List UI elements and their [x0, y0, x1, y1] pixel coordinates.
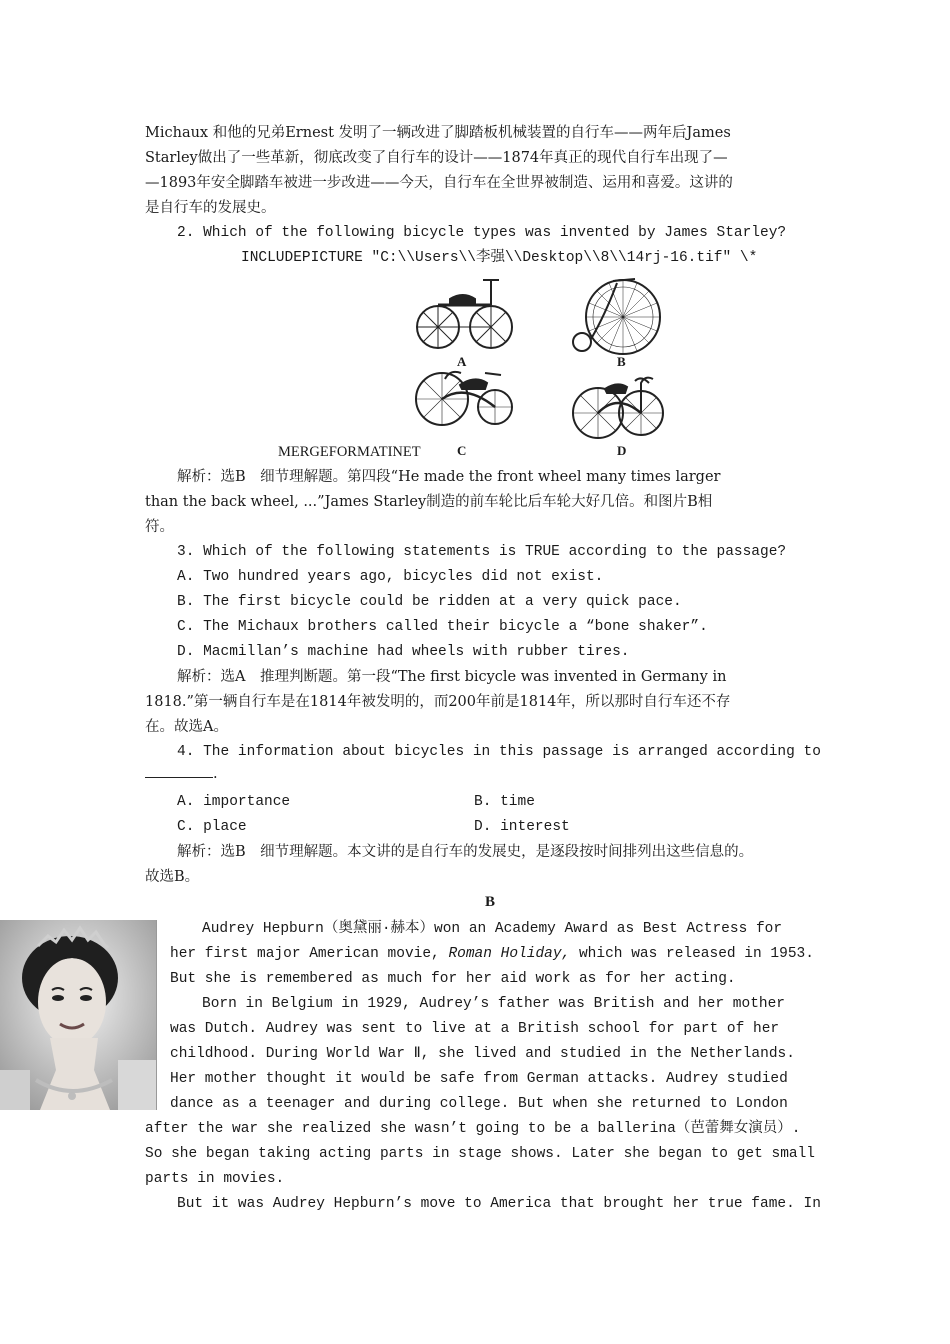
passage-b-line: [170, 942, 814, 967]
question-3: 3. Which of the following statements is TRUE according to the passage?: [177, 544, 787, 560]
passage-b-line: after the war she realized she wasn’t going to be a ballerina（芭蕾舞女演员）.: [145, 1121, 801, 1137]
answer-3-line: 在。故选A。: [145, 719, 228, 735]
answer-4-line: 故选B。: [145, 869, 200, 885]
answer-4-line: 解析：选B 细节理解题。本文讲的是自行车的发展史，是逐段按时间排列出这些信息的。: [177, 844, 754, 860]
passage-text: her first major American movie,: [170, 946, 449, 962]
merge-format-field: MERGEFORMATINET: [278, 444, 421, 460]
passage-line: —1893年安全脚踏车被进一步改进——今天，自行车在全世界被制造、运用和喜爱。这讲的: [145, 175, 733, 191]
option-4c: C. place: [177, 819, 247, 835]
option-4b: B. time: [474, 794, 535, 810]
bicycle-illustrations: [405, 275, 675, 465]
figure-label-d: D: [617, 443, 627, 458]
passage-b-line: So she began taking acting parts in stage shows. Later she began to get small: [145, 1146, 816, 1162]
option-4d: D. interest: [474, 819, 570, 835]
answer-blank: .: [145, 762, 810, 787]
question-2: 2. Which of the following bicycle types was invented by James Starley?: [177, 225, 787, 241]
bicycle-d-icon: [573, 378, 663, 438]
blank-line: [145, 763, 213, 778]
passage-b-line: Audrey Hepburn（奥黛丽·赫本）won an Academy Award as Best Actress for: [202, 921, 783, 937]
answer-2-line: 符。: [145, 519, 174, 535]
portrait-photo: [0, 920, 157, 1110]
passage-b-line: Born in Belgium in 1929, Audrey’s father was British and her mother: [202, 996, 785, 1012]
passage-line: Michaux 和他的兄弟Ernest 发明了一辆改进了脚踏板机械装置的自行车——两年后James: [145, 125, 731, 141]
figure-label-c: C: [457, 443, 467, 458]
passage-b-line: But she is remembered as much for her aid work as for her acting.: [170, 971, 736, 987]
section-heading: B: [485, 894, 496, 910]
passage-b-line: childhood. During World War Ⅱ, she lived and studied in the Netherlands.: [170, 1046, 795, 1062]
bicycle-b-icon: [573, 279, 660, 354]
answer-2-line: 解析：选B 细节理解题。第四段“He made the front wheel many times larger: [177, 469, 721, 485]
passage-b-line: parts in movies.: [145, 1171, 285, 1187]
bicycle-a-icon: [417, 280, 512, 348]
answer-2-line: than the back wheel, ...”James Starley制造的前车轮比后车轮大好几倍。和图片B相: [145, 494, 713, 510]
passage-line: 是自行车的发展史。: [145, 200, 276, 216]
passage-b-line: But it was Audrey Hepburn’s move to America that brought her true fame. In: [177, 1196, 821, 1212]
passage-b-line: dance as a teenager and during college. But when she returned to London: [170, 1096, 788, 1112]
portrait-image: [0, 920, 156, 1110]
option-4a: A. importance: [177, 794, 291, 810]
passage-line: Starley做出了一些革新，彻底改变了自行车的设计——1874年真正的现代自行车出现了—: [145, 150, 728, 166]
question-4: 4. The information about bicycles in this passage is arranged according to: [177, 744, 821, 760]
option-3a: A. Two hundred years ago, bicycles did not exist.: [177, 569, 604, 585]
include-picture-field: INCLUDEPICTURE "C:\\Users\\李强\\Desktop\\8\\14rj-16.tif" \*: [241, 250, 758, 266]
passage-b-line: was Dutch. Audrey was sent to live at a British school for part of her: [170, 1021, 780, 1037]
answer-3-line: 1818.”第一辆自行车是在1814年被发明的，而200年前是1814年，所以那时自行车还不存: [145, 694, 731, 710]
bicycle-c-icon: [416, 372, 512, 425]
passage-b-line: Her mother thought it would be safe from German attacks. Audrey studied: [170, 1071, 788, 1087]
figure-label-a: A: [457, 354, 467, 369]
answer-3-line: 解析：选A 推理判断题。第一段“The first bicycle was invented in Germany in: [177, 669, 727, 685]
passage-text: which was released in 1953.: [570, 946, 814, 962]
option-3d: D. Macmillan’s machine had wheels with rubber tires.: [177, 644, 630, 660]
option-3b: B. The first bicycle could be ridden at a very quick pace.: [177, 594, 682, 610]
figure-label-b: B: [617, 354, 626, 369]
option-3c: C. The Michaux brothers called their bicycle a “bone shaker”.: [177, 619, 708, 635]
bicycle-figure: [405, 275, 675, 465]
movie-title: Roman Holiday,: [448, 946, 571, 962]
